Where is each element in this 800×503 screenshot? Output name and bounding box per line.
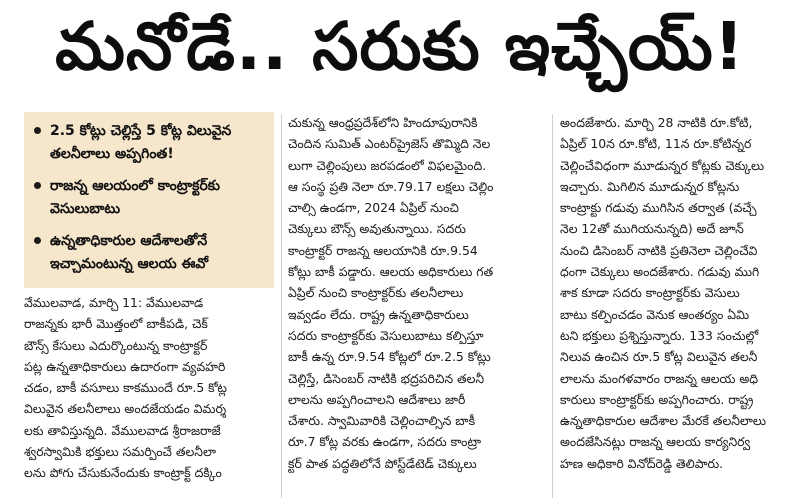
article-line: ఉన్నతాధికారుల ఆదేశాల మేరకే తలనీలాలు — [560, 413, 766, 429]
article-line: ధంగా చెక్కులు అందజేశారు. గడువు ముగి — [560, 264, 760, 280]
article-line: సదరు కాంట్రాక్టర్‌కు వెసులుబాటు కల్పిస్తూ — [288, 327, 484, 343]
bullet-icon — [34, 127, 41, 134]
bullet-icon — [34, 237, 41, 244]
article-line: చెల్లించేవిధంగా మూడున్నర కోట్లకు చెక్కులు — [560, 157, 765, 173]
highlight-item — [34, 120, 268, 166]
article-line: లాలను మంగళవారం రాజన్న ఆలయ అధి — [560, 370, 759, 386]
highlight-text: రాజన్న ఆలయంలో కాంట్రాక్టర్‌కు వెసులుబాటు — [50, 178, 220, 217]
highlight-text: 2.5 కోట్లు చెల్లిస్తే 5 కోట్ల విలువైన తలనీలాలు అప్పగింత! — [50, 123, 232, 162]
article-column-3 — [560, 112, 788, 474]
article-line: నిలువ ఉంచిన రూ.5 కోట్ల విలువైన తలనీ — [560, 349, 758, 365]
article-line: కాంట్రాక్టు గడువు ముగిసిన తర్వాత (వచ్చే — [560, 200, 757, 216]
article-line: చెక్కులు బౌన్స్ అవుతున్నాయి. సదరు — [288, 221, 466, 237]
article-line: టని భక్తులు ప్రశ్నిస్తున్నారు. 133 సంచుల్లో — [560, 327, 759, 343]
article-line: చెల్లిస్తే, డిసెంబర్ నాటికి భద్రపరిచిన తలనీ — [288, 370, 485, 386]
bullet-icon — [34, 182, 41, 189]
article-line: ఆ సంస్థ ప్రతి నెలా రూ.79.17 లక్షలు చెల్లిం — [288, 178, 494, 194]
highlight-item — [34, 175, 268, 221]
article-line: లుగా చెల్లింపులు జరపడంలో విఫలమైంది. — [288, 157, 487, 173]
article-line: బౌన్స్ కేసులు ఎదుర్కొంటున్న కాంట్రాక్టర్ — [24, 337, 208, 353]
article-line: క్టర్ పాత పద్ధతిలోనే పోస్ట్‌డేటెడ్ చెక్కులు — [288, 455, 477, 471]
article-line: చుకున్న ఆంధ్రప్రదేశ్‌లోని హిందూపురానికి — [288, 115, 478, 130]
article-line: రాజన్నకు భారీ మొత్తంలో బాకీపడి, చెక్ — [24, 316, 208, 332]
article-column-1 — [24, 292, 276, 484]
column-divider — [281, 114, 282, 498]
article-line: లాలను అప్పగించాలని ఆదేశాలు జారీ — [288, 391, 466, 407]
article-line: బాటు కల్పించడం వెనుక ఆంతర్యం ఏమి — [560, 306, 750, 322]
article-line: బాకీ ఉన్న రూ.9.54 కోట్లలో రూ.2.5 కోట్లు — [288, 349, 491, 365]
article-line: పట్ల ఉన్నతాధికారులు ఉదారంగా వ్యవహరి — [24, 358, 226, 374]
highlight-item — [34, 230, 268, 276]
article-line: ఏప్రిల్ 10న రూ.కోటి, 11న రూ.కోటిన్నర — [560, 136, 752, 152]
article-line: కారులు కాంట్రాక్టర్‌కు అప్పగించారు. రాష్ట్ర — [560, 391, 754, 407]
article-line: హణ అధికారి వినోద్‌రెడ్డి తెలిపారు. — [560, 455, 724, 471]
article-line: చేశారు. స్వామివారికి చెల్లించాల్సిన బాకీ — [288, 413, 476, 429]
article-line: ఇవ్వడం లేదు. రాష్ట్ర ఉన్నతాధికారులు — [288, 306, 469, 322]
article-line: రూ.7 కోట్ల వరకు ఉండగా, సదరు కాంట్రా — [288, 434, 481, 450]
article-line: నెల 12తో ముగియనున్నది) అదే జూన్ — [560, 221, 744, 237]
article-line: చడం, బాకీ వసూలు కాకముందే రూ.5 కోట్ల — [24, 380, 227, 396]
headline: మనోడే.. సరుకు ఇచ్చేయ్! — [55, 7, 745, 85]
article-line: కాంట్రాక్టర్ రాజన్న ఆలయానికి రూ.9.54 — [288, 242, 478, 258]
article-line: ఇచ్చారు. మిగిలిన మూడున్నర కోట్లను — [560, 178, 740, 194]
article-line: నుంచి డిసెంబర్ నాటికి ప్రతినెలా చెల్లించేవి — [560, 242, 758, 258]
article-line: వేములవాడ, మార్చి 11: వేములవాడ — [24, 295, 204, 310]
article-line: చాల్సి ఉండగా, 2024 ఏప్రిల్ నుంచి — [288, 200, 459, 216]
article-column-2 — [288, 112, 546, 474]
highlights-box — [24, 112, 274, 288]
article-line: అందజేశారు. మార్చి 28 నాటికి రూ.కోటి, — [560, 115, 753, 130]
article-line: ఏప్రిల్ నుంచి కాంట్రాక్టర్‌కు తలనీలాలు — [288, 285, 464, 301]
article-line: కోట్లు బాకీ పడ్డారు. ఆలయ అధికారులు గత — [288, 264, 494, 280]
article-line: చెందిన సుమిత్ ఎంటర్‌ప్రైజెస్ తొమ్మిది నెల — [288, 136, 491, 152]
article-line: లకు తావిస్తున్నది. వేములవాడ శ్రీరాజరాజే — [24, 422, 221, 438]
article-line: శాక కూడా సదరు కాంట్రాక్టర్‌కు వెసులు — [560, 285, 740, 301]
article-line: శ్వరస్వామికి భక్తులు సమర్పించే తలనీలా — [24, 444, 216, 460]
article-line: విలువైన తలనీలాలు అందజేయడం విమర్శ — [24, 401, 227, 417]
article-line: అందజేసినట్లు రాజన్న ఆలయ కార్యనిర్వ — [560, 434, 751, 450]
article-line: లను పోగు చేసుకునేందుకు కాంట్రాక్ట్ దక్కిం — [24, 465, 222, 481]
column-divider — [552, 114, 553, 498]
highlight-text: ఉన్నతాధికారుల ఆదేశాలతోనే ఇచ్చామంటున్న ఆలయ ఈవో — [50, 233, 209, 272]
